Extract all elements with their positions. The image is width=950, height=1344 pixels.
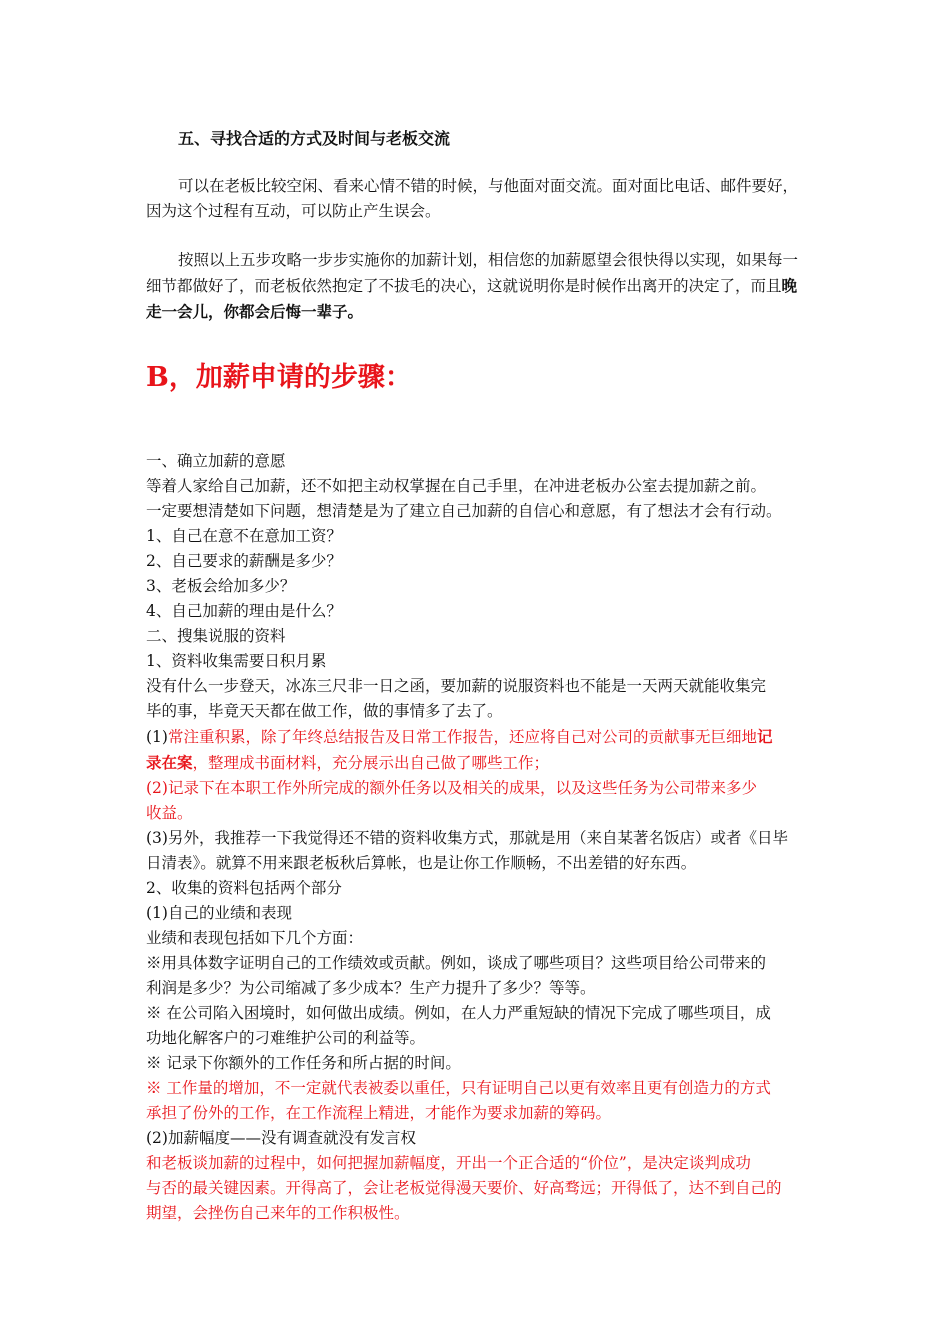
body-line: (1)自己的业绩和表现	[146, 904, 292, 922]
body-line: 功地化解客户的刁难维护公司的利益等。	[146, 1029, 426, 1047]
section-b-heading: B，加薪申请的步骤：	[146, 362, 412, 393]
body-line: 3、老板会给加多少？	[146, 577, 296, 595]
body-line: 1、资料收集需要日积月累	[146, 652, 327, 670]
summary-bold-text: 晚走一会儿，你都会后悔一辈子。	[146, 276, 798, 321]
red-body-line: 与否的最关键因素。开得高了，会让老板觉得漫天要价、好高骛远；开得低了，达不到自己的	[146, 1179, 782, 1197]
red-body-line: 和老板谈加薪的过程中，如何把握加薪幅度，开出一个正合适的“价位”，是决定谈判成功	[146, 1154, 751, 1172]
section-heading-communicate: 五、寻找合适的方式及时间与老板交流	[178, 129, 451, 148]
body-line: 一、确立加薪的意愿	[146, 452, 286, 470]
body-line: ※用具体数字证明自己的工作绩效或贡献。例如，谈成了哪些项目？这些项目给公司带来的	[146, 954, 767, 972]
body-line: 2、收集的资料包括两个部分	[146, 879, 342, 897]
body-line: ※ 记录下你额外的工作任务和所占据的时间。	[146, 1054, 461, 1072]
item1-red-text-2: ，整理成书面材料，充分展示出自己做了哪些工作；	[192, 754, 550, 772]
body-line: 日清表》。就算不用来跟老板秋后算帐，也是让你工作顺畅，不出差错的好东西。	[146, 854, 697, 872]
item1-line1	[146, 724, 818, 750]
body-line: 业绩和表现包括如下几个方面：	[146, 929, 364, 947]
body-line: (3)另外，我推荐一下我觉得还不错的资料收集方式，那就是用（来自某著名饭店）或者《日毕	[146, 829, 788, 847]
red-body-line: ※ 工作量的增加，不一定就代表被委以重任，只有证明自己以更有效率且更有创造力的方式	[146, 1079, 771, 1097]
item2-line2: 收益。	[146, 804, 193, 822]
body-line: 等着人家给自己加薪，还不如把主动权掌握在自己手里，在冲进老板办公室去提加薪之前。	[146, 477, 767, 495]
red-body-line: 承担了份外的工作，在工作流程上精进，才能作为要求加薪的筹码。	[146, 1104, 612, 1122]
body-line: ※ 在公司陷入困境时，如何做出成绩。例如，在人力严重短缺的情况下完成了哪些项目，成	[146, 1004, 771, 1022]
red-body-line: 期望，会挫伤自己来年的工作积极性。	[146, 1204, 410, 1222]
item1-red-text: 常注重积累，除了年终总结报告及日常工作报告，还应将自己对公司的贡献事无巨细地	[167, 728, 757, 746]
body-line: 利润是多少？为公司缩减了多少成本？生产力提升了多少？等等。	[146, 979, 596, 997]
item1-number: (1)	[146, 728, 168, 746]
paragraph-summary	[146, 248, 810, 325]
body-line: (2)加薪幅度——没有调查就没有发言权	[146, 1129, 416, 1147]
body-line: 1、自己在意不在意加工资？	[146, 527, 342, 545]
item1-bold-text-2: 录在案	[146, 753, 193, 772]
body-line: 毕的事，毕竟天天都在做工作，做的事情多了去了。	[146, 702, 503, 720]
summary-text: 按照以上五步攻略一步步实施你的加薪计划，相信您的加薪愿望会很快得以实现，如果每一细节都做好了，而老板依然抱定了不拔毛的决心，这就说明你是时候作出离开的决定了，而且	[146, 251, 799, 295]
raise-steps-body	[146, 449, 818, 1226]
item2-line1: (2)记录下在本职工作外所完成的额外任务以及相关的成果，以及这些任务为公司带来多少	[146, 779, 757, 797]
item1-line2	[146, 750, 818, 776]
body-line: 4、自己加薪的理由是什么？	[146, 602, 342, 620]
body-line: 2、自己要求的薪酬是多少？	[146, 552, 342, 570]
paragraph-communicate: 可以在老板比较空闲、看来心情不错的时候，与他面对面交流。面对面比电话、邮件要好，因为这个过程有互动，可以防止产生误会。	[146, 177, 799, 220]
item1-bold-text: 记	[756, 727, 773, 746]
body-line: 二、搜集说服的资料	[146, 627, 286, 645]
body-line: 没有什么一步登天，冰冻三尺非一日之函，要加薪的说服资料也不能是一天两天就能收集完	[146, 677, 767, 695]
body-line: 一定要想清楚如下问题，想清楚是为了建立自己加薪的自信心和意愿，有了想法才会有行动。	[146, 502, 782, 520]
